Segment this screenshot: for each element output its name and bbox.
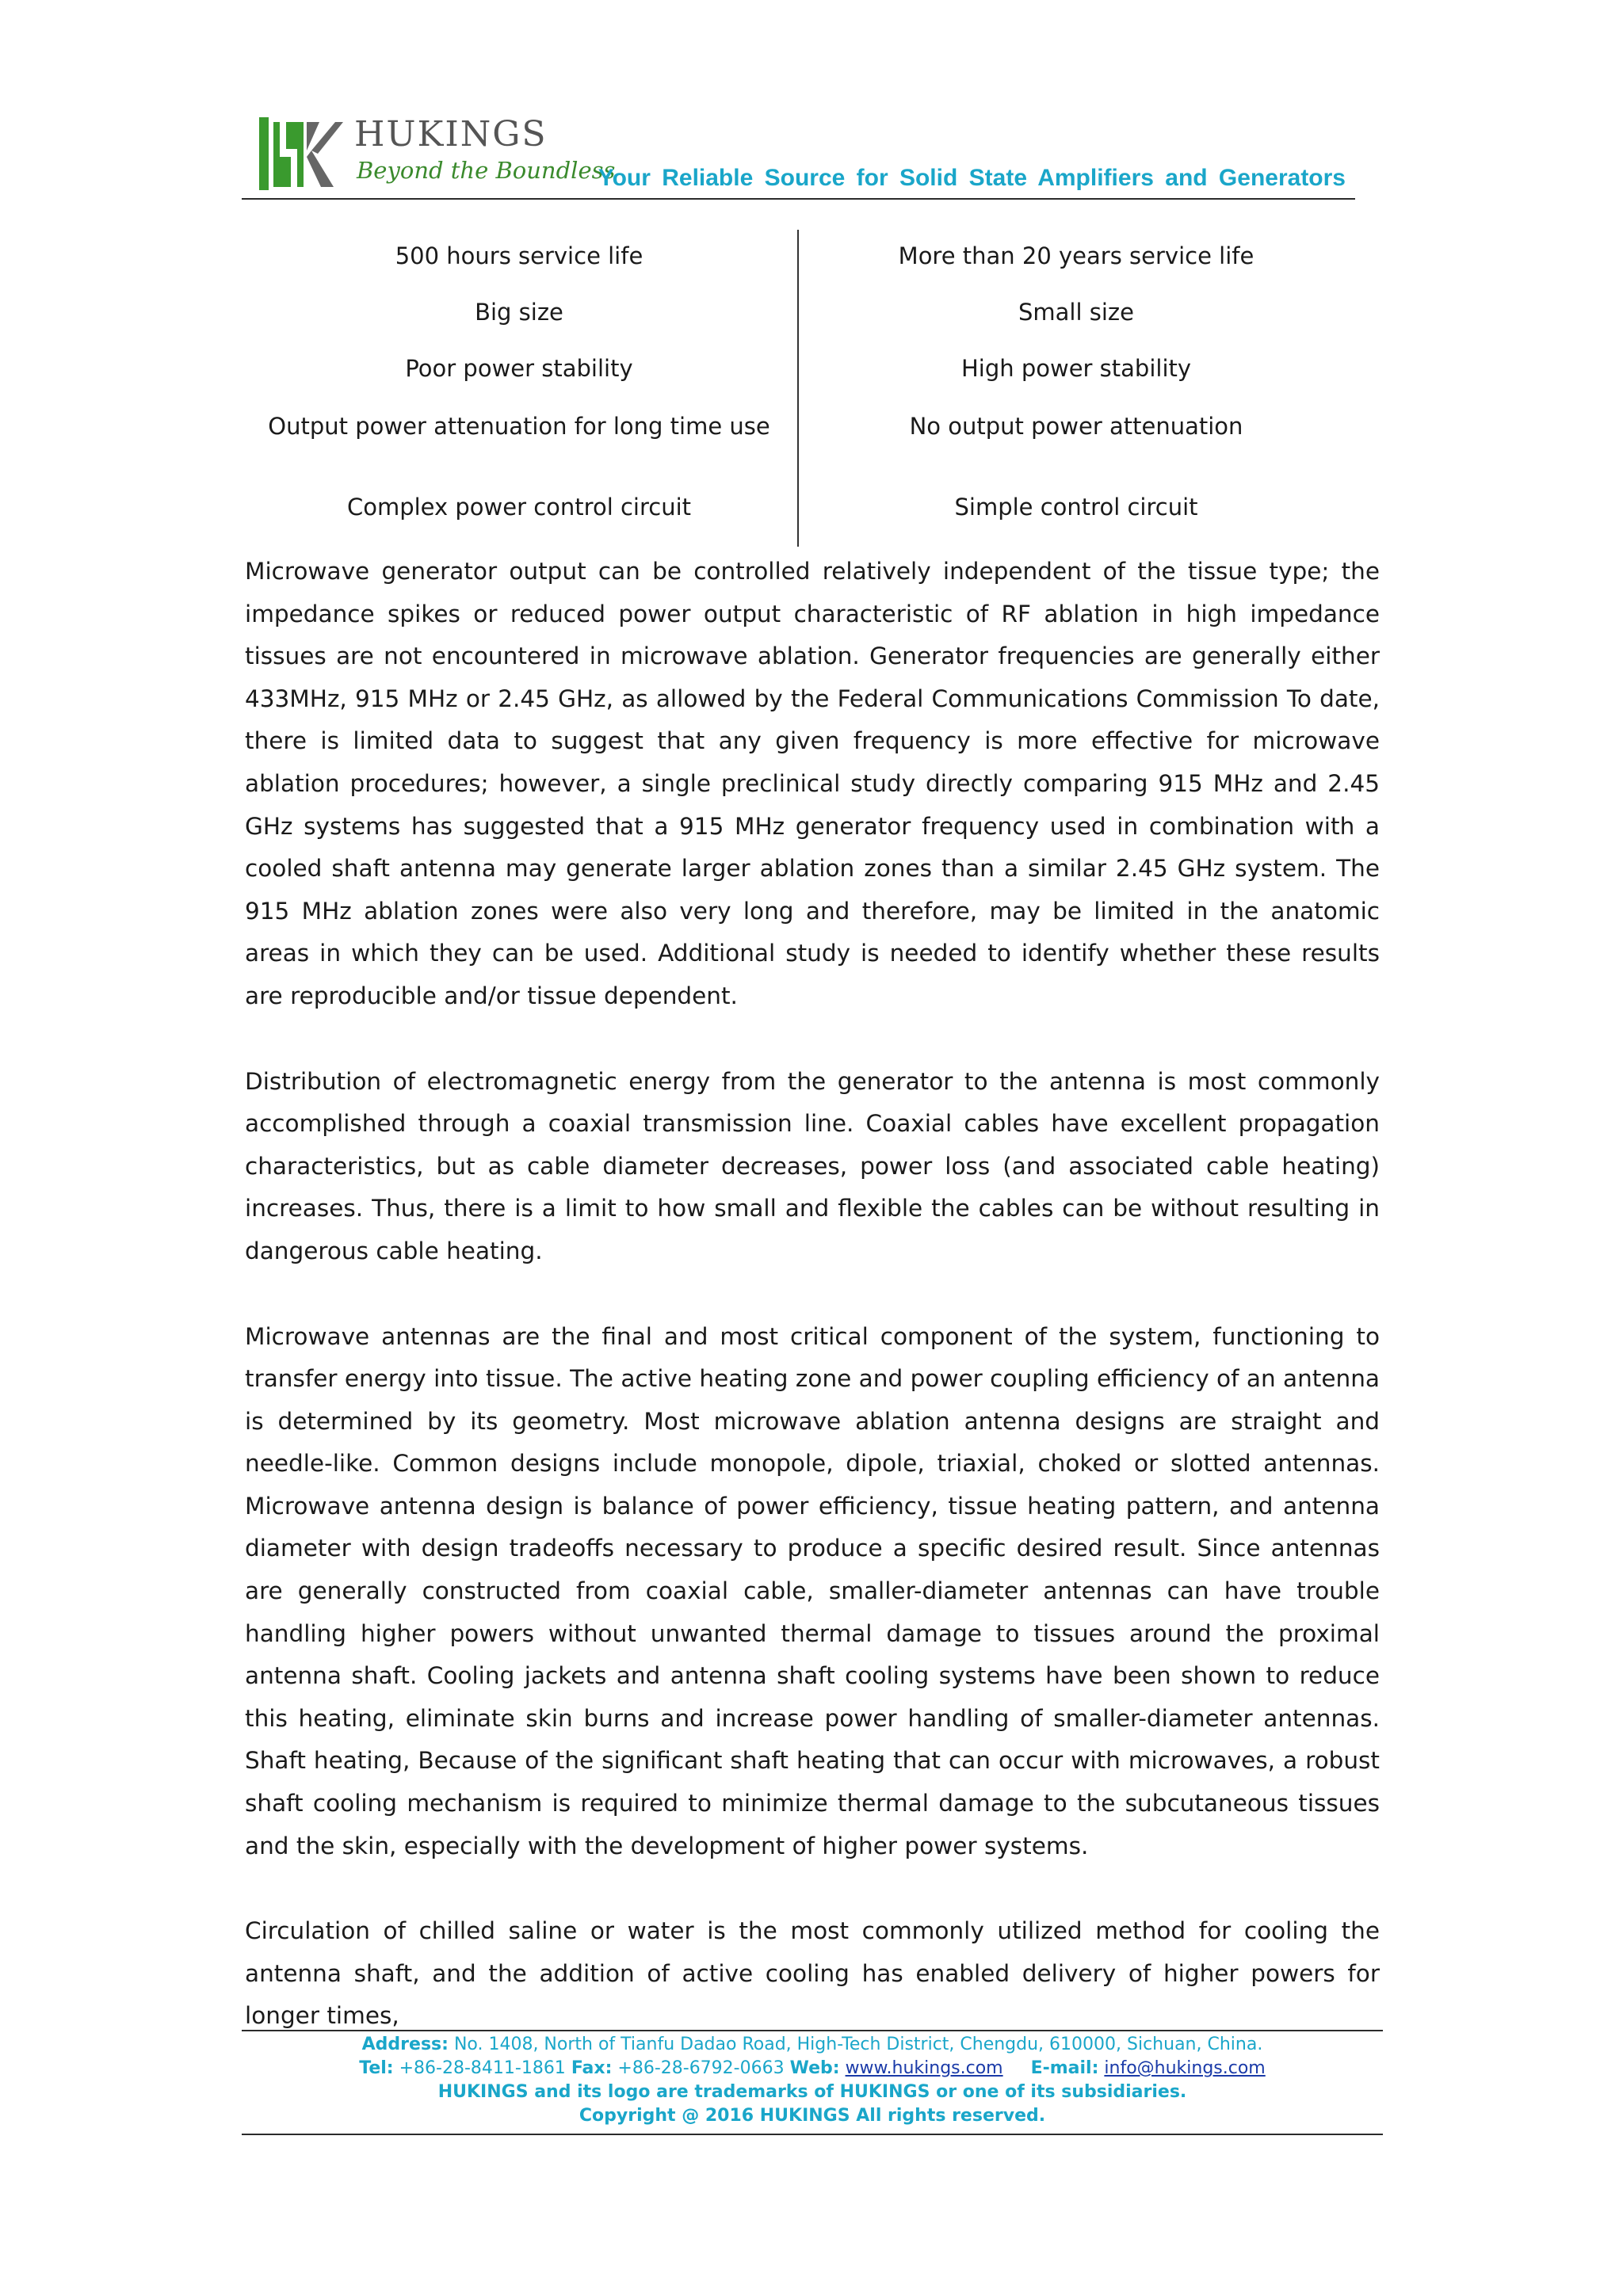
body-paragraph: Microwave antennas are the final and most critical component of the system, functioning to transfer energy into tissue. The active heating zone and power coupling efficiency of an antenna is determined by its geometry. Most microwave ablation antenna designs are straight and needle-like. Common designs include monopole, dipole, triaxial, choked or slotted antennas. Microwave antenna design is balance of power efficiency, tissue heating pattern, and antenna diameter with design tradeoffs necessary to produce a specific desired result. Since antennas are generally constructed from coaxial cable, smaller-diameter antennas can have trouble handling higher powers without unwanted thermal damage to tissues around the proximal antenna shaft. Cooling jackets and antenna shaft cooling systems have been shown to reduce this heating, eliminate skin burns and increase power handling of smaller-diameter antennas. Shaft heating, Because of the significant shaft heating that can occur with microwaves, a robust shaft cooling mechanism is required to minimize thermal damage to the subcutaneous tissues and the skin, especially with the development of higher power systems. [245,1322,1380,1859]
footer-tel: +86-28-8411-1861 [399,2058,566,2078]
page-footer [242,2033,1383,2128]
footer-email-link[interactable]: info@hukings.com [1104,2058,1266,2078]
comparison-left-cell: Big size [475,299,563,326]
comparison-right-cell: Small size [1018,299,1134,326]
footer-trademark: HUKINGS and its logo are trademarks of HUKINGS or one of its subsidiaries. [437,2082,1187,2102]
footer-web-link[interactable]: www.hukings.com [845,2058,1003,2078]
comparison-left-cell: 500 hours service life [395,242,643,269]
header-divider [242,198,1355,200]
footer-tel-label: Tel: [359,2058,394,2078]
comparison-right-cell: More than 20 years service life [898,242,1254,269]
comparison-left-cell: Complex power control circuit [346,494,692,521]
footer-top-rule [242,2030,1383,2031]
comparison-right-cell: High power stability [960,355,1192,382]
comparison-right-cell: Simple control circuit [954,494,1198,521]
body-paragraph: Circulation of chilled saline or water is the most commonly utilized method for cooling the antenna shaft, and the addition of active cooling has enabled delivery of higher powers for longer times, [245,1917,1380,2030]
footer-copyright: Copyright @ 2016 HUKINGS All rights reserved. [579,2106,1046,2126]
footer-address-line [242,2033,1383,2057]
comparison-table [242,230,1355,547]
footer-address: No. 1408, North of Tianfu Dadao Road, High-Tech District, Chengdu, 610000, Sichuan, China. [453,2035,1263,2054]
footer-fax-label: Fax: [571,2058,613,2078]
body-paragraph: Microwave generator output can be controlled relatively independent of the tissue type; the impedance spikes or reduced power output characteristic of RF ablation in high impedance tissues are not encountered in microwave ablation. Generator frequencies are generally either 433MHz, 915 MHz or 2.45 GHz, as allowed by the Federal Communications Commission To date, there is limited data to suggest that any given frequency is more effective for microwave ablation procedures; however, a single preclinical study directly comparing 915 MHz and 2.45 GHz systems has suggested that a 915 MHz generator frequency used in combination with a cooled shaft antenna may generate larger ablation zones than a similar 2.45 GHz system. The 915 MHz ablation zones were also very long and therefore, may be limited in the anatomic areas in which they can be used. Additional study is needed to identify whether these results are reproducible and/or tissue dependent. [245,558,1380,1009]
brand-name: HUKINGS [354,114,548,154]
footer-web-label: Web: [789,2058,840,2078]
header-slogan: Your Reliable Source for Solid State Amplifiers and Generators [598,165,1346,191]
comparison-left-cell: Poor power stability [405,355,633,382]
comparison-left-cell: Output power attenuation for long time use [268,413,770,440]
brand-tagline: Beyond the Boundless [357,157,616,184]
body-content [245,551,1380,2038]
body-paragraph: Distribution of electromagnetic energy from the generator to the antenna is most commonly accomplished through a coaxial transmission line. Coaxial cables have excellent propagation characteristics, but as cable diameter decreases, power loss (and associated cable heating) increases. Thus, there is a limit to how small and flexible the cables can be without resulting in dangerous cable heating. [245,1067,1380,1264]
comparison-right-cell: No output power attenuation [909,413,1243,440]
footer-address-label: Address: [361,2035,449,2054]
page-header [242,111,1355,200]
footer-contact-line [242,2057,1383,2081]
hukings-logo-icon [259,117,343,190]
footer-email-label: E-mail: [1030,2058,1099,2078]
footer-fax: +86-28-6792-0663 [617,2058,785,2078]
footer-bottom-rule [242,2134,1383,2135]
